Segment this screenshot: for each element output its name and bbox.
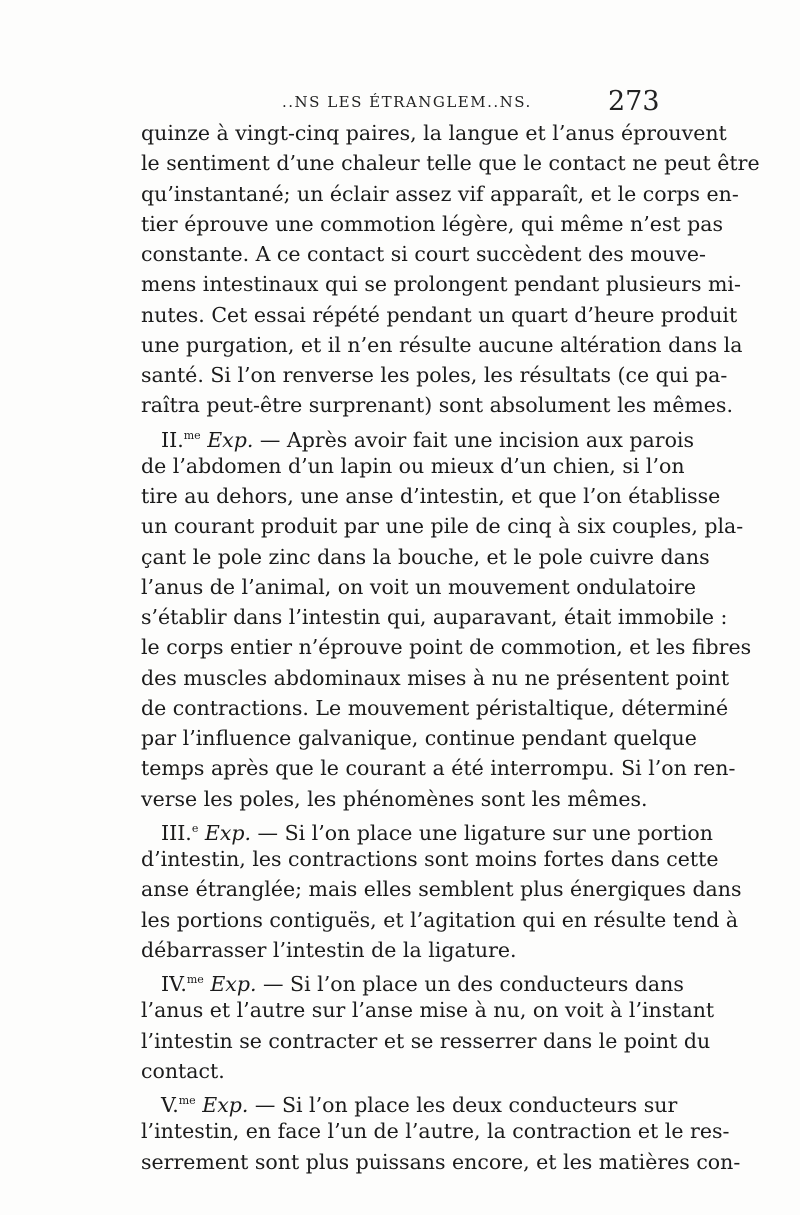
text-line: le corps entier n’éprouve point de commotion, et les fibres	[141, 635, 752, 660]
text-line: l’anus et l’autre sur l’anse mise à nu, on voit à l’instant	[141, 998, 715, 1023]
ordinal-superscript: me	[186, 973, 204, 986]
experiment-number: V.	[161, 1093, 179, 1117]
text-line: s’établir dans l’intestin qui, auparavant, était immobile :	[141, 605, 728, 629]
text-line: çant le pole zinc dans la bouche, et le pole cuivre dans	[141, 544, 710, 569]
text-line: anse étranglée; mais elles semblent plus énergiques dans	[141, 877, 742, 902]
experiment-heading-line	[141, 965, 684, 996]
text-line: quinze à vingt-cinq paires, la langue et l’anus éprouvent	[141, 121, 727, 145]
text-line: l’intestin se contracter et se resserrer dans le point du	[141, 1028, 711, 1053]
text-segment: — Si l’on place les deux conducteurs sur	[248, 1093, 678, 1117]
text-line: par l’influence galvanique, continue pendant quelque	[141, 726, 697, 750]
ordinal-superscript: me	[183, 428, 201, 442]
body-text	[141, 118, 760, 1177]
text-line: une purgation, et il n’en résulte aucune altération dans la	[141, 332, 743, 357]
text-line: tire au dehors, une anse d’intestin, et que l’on établisse	[141, 484, 721, 508]
experiment-number: II.	[161, 427, 184, 452]
text-segment: — Si l’on place une ligature sur une portion	[251, 820, 713, 845]
ordinal-superscript: e	[191, 821, 199, 835]
text-line: mens intestinaux qui se prolongent pendant plusieurs mi-	[141, 272, 741, 297]
text-line: de l’abdomen d’un lapin ou mieux d’un chien, si l’on	[141, 453, 685, 478]
experiment-label: Exp.	[207, 427, 254, 452]
text-line: constante. A ce contact si court succèdent des mouve-	[141, 242, 706, 266]
text-line: débarrasser l’intestin de la ligature.	[141, 937, 517, 962]
text-segment: — Après avoir fait une incision aux parois	[253, 427, 694, 452]
text-line: d’intestin, les contractions sont moins fortes dans cette	[141, 847, 719, 871]
text-line: l’anus de l’animal, on voit un mouvement ondulatoire	[141, 574, 696, 599]
ordinal-superscript: me	[178, 1094, 196, 1107]
page-number: 273	[608, 86, 660, 117]
text-line: contact.	[141, 1058, 225, 1083]
experiment-label: Exp.	[210, 972, 257, 996]
text-line: l’intestin, en face l’un de l’autre, la contraction et le res-	[141, 1119, 730, 1144]
experiment-number: III.	[161, 820, 192, 845]
experiment-heading-line	[141, 814, 713, 845]
running-head: ..NS LES ÉTRANGLEM..NS.	[282, 93, 532, 111]
text-line: des muscles abdominaux mises à nu ne présentent point	[141, 665, 730, 690]
text-segment: — Si l’on place un des conducteurs dans	[256, 972, 684, 996]
text-line: qu’instantané; un éclair assez vif apparaît, et le corps en-	[141, 181, 739, 206]
text-line: tier éprouve une commotion légère, qui même n’est pas	[141, 211, 723, 236]
experiment-heading-line	[141, 1086, 678, 1117]
experiment-label: Exp.	[202, 1093, 249, 1117]
text-line: les portions contiguës, et l’agitation qui en résulte tend à	[141, 907, 739, 932]
text-line: temps après que le courant a été interrompu. Si l’on ren-	[141, 756, 736, 781]
text-line: de contractions. Le mouvement péristaltique, déterminé	[141, 695, 729, 720]
experiment-label: Exp.	[204, 820, 252, 845]
text-line: verse les poles, les phénomènes sont les mêmes.	[141, 786, 648, 811]
experiment-heading-line	[141, 421, 694, 452]
text-line: un courant produit par une pile de cinq à six couples, pla-	[141, 514, 744, 539]
experiment-number: IV.	[161, 972, 187, 996]
text-line: raîtra peut-être surprenant) sont absolument les mêmes.	[141, 393, 733, 418]
text-line: santé. Si l’on renverse les poles, les résultats (ce qui pa-	[141, 363, 728, 387]
text-line: serrement sont plus puissans encore, et les matières con-	[141, 1149, 741, 1174]
text-line: nutes. Cet essai répété pendant un quart d’heure produit	[141, 302, 738, 327]
text-line: le sentiment d’une chaleur telle que le contact ne peut être	[141, 151, 760, 176]
